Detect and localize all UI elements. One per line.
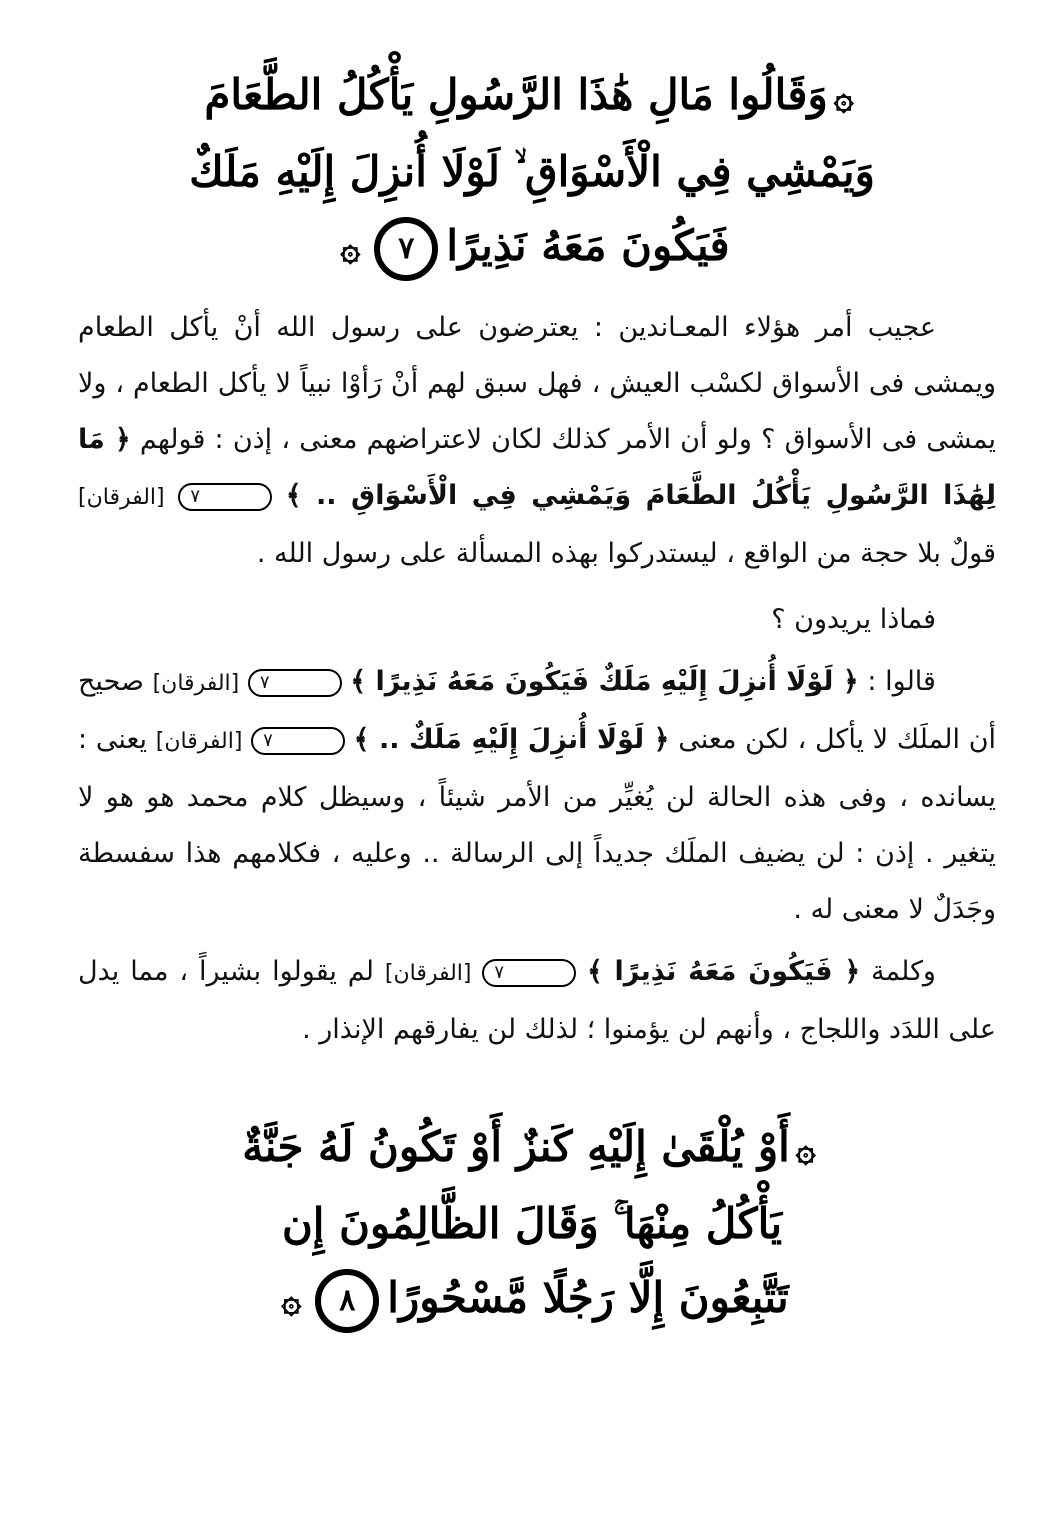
ayah-number-box: ٧ [482,959,576,987]
verse-8-text-1: أَوْ يُلْقَىٰ إِلَيْهِ كَنزٌ أَوْ تَكُونُ لَهُ جَنَّةٌ [242,1122,790,1171]
paragraph-1 [78,300,996,582]
surah-reference: [الفرقان] [155,729,243,754]
quran-quote: ﴿ لَوْلَا أُنزِلَ إِلَيْهِ مَلَكٌ .. ﴾ [353,724,670,755]
ornament-icon: ۞ [795,1130,816,1170]
paragraph-3-text-a: قالوا : [867,666,936,697]
paragraph-2: فماذا يريدون ؟ [771,604,936,635]
verse-8-line-1 [150,1110,914,1187]
ayah-number-box: ٧ [251,727,345,755]
ornament-icon: ۞ [281,1281,302,1321]
paragraph-3 [78,654,996,938]
verse-8-block [150,1110,914,1338]
verse-7-block [150,58,914,286]
paragraph-3-text-b: صحيح أن الملَك لا يأكل ، لكن معنى [78,666,997,755]
ayah-number-badge: ٧ [374,217,438,281]
paragraph-1-text-a: عجيب أمر هؤلاء المعـاندين : يعترضون على رسول الله أنْ يأكل الطعام ويمشى فى الأسواق لكسْب العيش ، فهل سبق لهم أنْ رَأوْا نبياً لا يأكل الطعام ، ولا يمشى فى الأسواق ؟ ولو أن الأمر كذلك لكان لاعتراضهم معنى ، إذن : قولهم [78,312,997,455]
ayah-number-box: ٧ [248,669,342,697]
surah-reference: [الفرقان] [78,485,165,510]
quran-quote: ﴿ مَا لِهَٰذَا الرَّسُولِ يَأْكُلُ الطَّعَامَ وَيَمْشِي فِي الْأَسْوَاقِ .. ﴾ [78,424,996,511]
verse-8-line-2: يَأْكُلُ مِنْهَا ۚ وَقَالَ الظَّالِمُونَ إِن [281,1199,783,1248]
ornament-icon: ۞ [340,229,361,269]
verse-7-text-1: وَقَالُوا مَالِ هَٰذَا الرَّسُولِ يَأْكُلُ الطَّعَامَ [204,70,828,119]
verse-7-line-3 [150,209,914,286]
ornament-icon: ۞ [833,78,854,118]
paragraph-4-text-a: وكلمة [871,956,936,987]
paragraph-1-text-b: قولٌ بلا حجة من الواقع ، ليستدركوا بهذه المسألة على رسول الله . [256,538,996,569]
commentary-block [78,300,996,1058]
paragraph-4-text-b: لم يقولوا بشيراً ، مما يدل على اللدَد واللجاج ، وأنهم لن يؤمنوا ؛ لذلك لن يفارقهم الإنذار . [78,956,996,1045]
ayah-number-box: ٧ [178,483,272,511]
paragraph-4 [78,944,996,1058]
ayah-number-badge: ٨ [315,1269,379,1333]
quran-quote: ﴿ فَيَكُونَ مَعَهُ نَذِيرًا ﴾ [586,956,861,987]
verse-7-line-2: وَيَمْشِي فِي الْأَسْوَاقِ ۙ لَوْلَا أُنزِلَ إِلَيْهِ مَلَكٌ [189,147,875,196]
surah-reference: [الفرقان] [384,961,472,986]
verse-8-line-3 [150,1261,914,1338]
quran-quote: ﴿ لَوْلَا أُنزِلَ إِلَيْهِ مَلَكٌ فَيَكُونَ مَعَهُ نَذِيرًا ﴾ [350,666,859,697]
verse-8-text-3: تَتَّبِعُونَ إِلَّا رَجُلًا مَّسْحُورًا [387,1273,789,1322]
paragraph-3-text-c: يعنى : يسانده ، وفى هذه الحالة لن يُغيِّر من الأمر شيئاً ، وسيظل كلام محمد هو هو لا يتغير . إذن : لن يضيف الملَك جديداً إلى الرسالة .. وعليه ، فكلامهم هذا سفسطة وجَدَلٌ لا معنى له . [78,724,996,925]
surah-reference: [الفرقان] [152,671,240,696]
verse-7-line-1 [150,58,914,135]
verse-7-text-3: فَيَكُونَ مَعَهُ نَذِيرًا [446,221,730,270]
